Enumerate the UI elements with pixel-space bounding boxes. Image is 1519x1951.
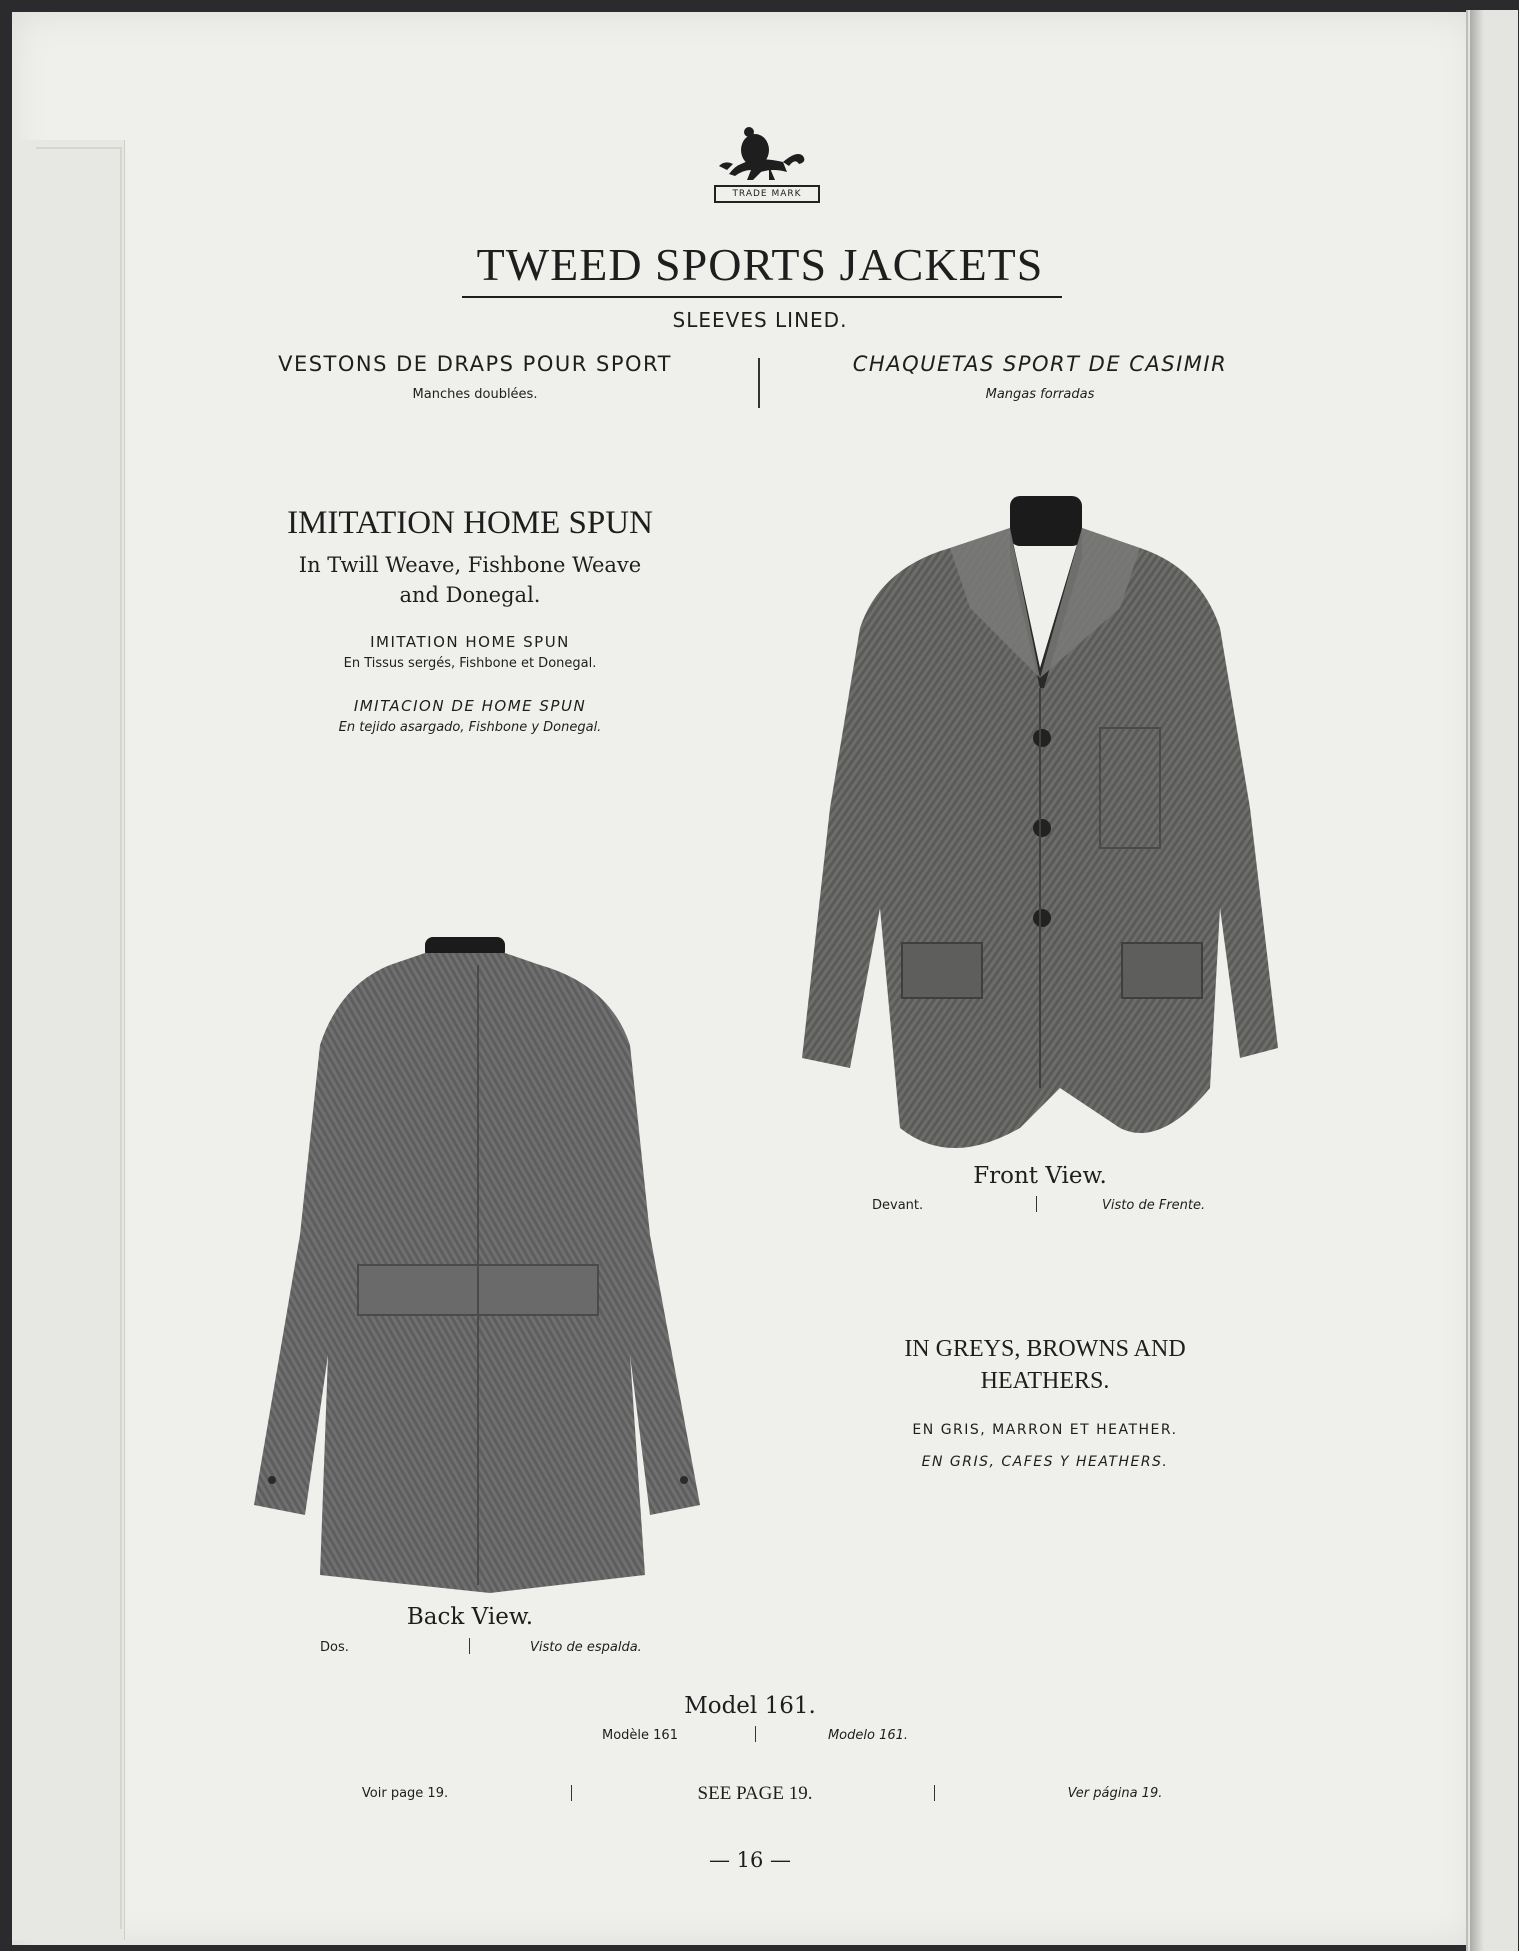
title-divider: [758, 358, 760, 408]
model-divider: [755, 1726, 756, 1742]
see-page-divider-left: [571, 1785, 572, 1801]
description-fr-line: En Tissus sergés, Fishbone et Donegal.: [343, 656, 597, 671]
description-fr-heading: IMITATION HOME SPUN: [370, 633, 570, 651]
left-fold-tab-edge: [36, 147, 122, 1929]
model-label: Model 161.: [684, 1693, 816, 1719]
model-fr: Modèle 161: [602, 1728, 678, 1743]
description-es-line: En tejido asargado, Fishbone y Donegal.: [338, 720, 602, 735]
colors-line-2: HEATHERS.: [980, 1368, 1110, 1394]
see-page-en: SEE PAGE 19.: [697, 1783, 813, 1804]
description-es-heading: IMITACION DE HOME SPUN: [353, 697, 587, 715]
french-title: VESTONS DE DRAPS POUR SPORT: [278, 352, 672, 376]
back-caption-divider: [469, 1638, 470, 1654]
see-page-fr: Voir page 19.: [361, 1786, 449, 1801]
subtitle: SLEEVES LINED.: [672, 308, 848, 332]
description-line-1: In Twill Weave, Fishbone Weave: [298, 553, 642, 577]
title-underline: [462, 296, 1062, 298]
back-view-es: Visto de espalda.: [530, 1640, 642, 1655]
french-subtitle: Manches doublées.: [412, 387, 538, 402]
back-view-jacket-photo: [250, 935, 710, 1595]
front-view-es: Visto de Frente.: [1102, 1198, 1206, 1213]
front-view-jacket-photo: [800, 488, 1282, 1158]
spanish-title: CHAQUETAS SPORT DE CASIMIR: [852, 352, 1228, 376]
front-caption-divider: [1036, 1196, 1037, 1212]
see-page-es: Ver página 19.: [1067, 1786, 1163, 1801]
description-line-2: and Donegal.: [399, 583, 541, 607]
back-view-caption: Back View.: [406, 1604, 534, 1630]
front-view-caption: Front View.: [973, 1163, 1107, 1189]
page-title: TWEED SPORTS JACKETS: [476, 239, 1044, 290]
back-view-fr: Dos.: [320, 1640, 349, 1655]
description-heading: IMITATION HOME SPUN: [287, 505, 653, 541]
colors-es: EN GRIS, CAFES Y HEATHERS.: [921, 1454, 1169, 1470]
model-es: Modelo 161.: [827, 1728, 909, 1743]
colors-line-1: IN GREYS, BROWNS AND: [904, 1336, 1186, 1362]
trademark-label: TRADE MARK: [714, 185, 820, 203]
page-number: — 16 —: [708, 1848, 792, 1872]
see-page-divider-right: [934, 1785, 935, 1801]
front-view-fr: Devant.: [872, 1198, 924, 1213]
gutter-shadow: [1470, 10, 1484, 1951]
colors-fr: EN GRIS, MARRON ET HEATHER.: [912, 1422, 1178, 1438]
spanish-subtitle: Mangas forradas: [985, 387, 1095, 402]
